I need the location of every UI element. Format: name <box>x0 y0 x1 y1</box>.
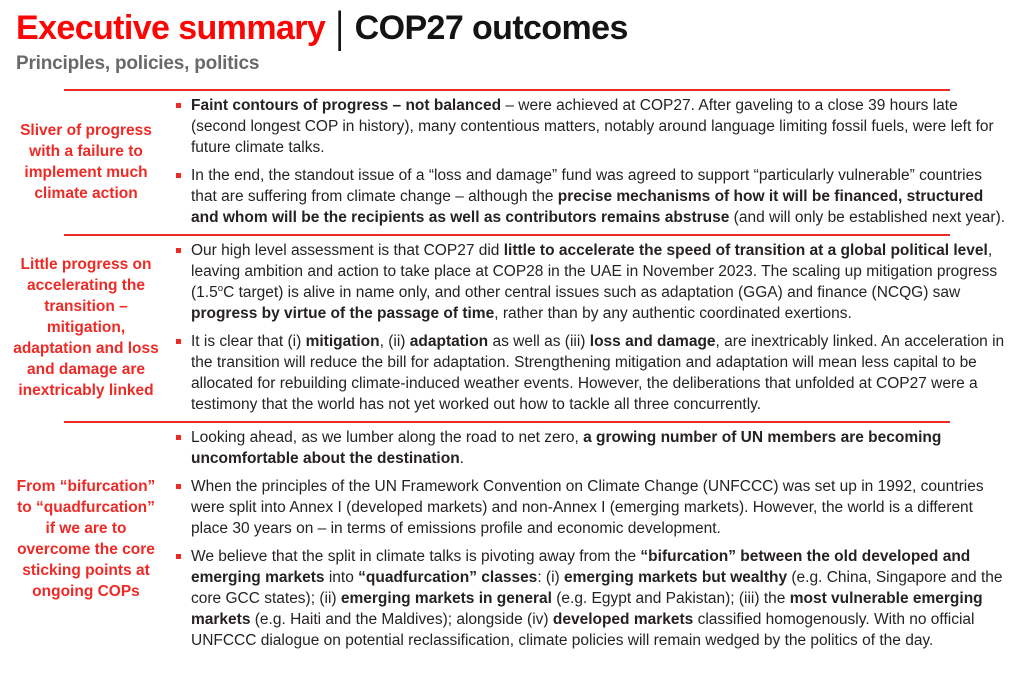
bullet-item <box>174 546 1008 651</box>
bullet-square-icon <box>176 339 181 344</box>
bullet-item <box>174 95 1008 158</box>
bullet-item <box>174 165 1008 228</box>
sections <box>0 89 1022 657</box>
slide-header <box>0 0 1022 75</box>
bullet-text: Our high level assessment is that COP27 did little to accelerate the speed of transition at a global political level, leaving ambition and action to take place at COP28 in the UAE in November 2023. The scaling up mitigation progress (1.5$^o$C target) is alive in name only, and other central issues such as adaptation (GGA) and finance (NCQG) saw progress by virtue of the passage of time, rather than by any authentic coordinated exertions. <box>191 242 998 322</box>
bullet-item <box>174 427 1008 469</box>
bullet-text: In the end, the standout issue of a “loss and damage” fund was agreed to support “particularly vulnerable” countries that are suffering from climate change – although the precise mechanisms of how it will be financed, structured and whom will be the recipients as well as contributors remains abstruse (and will only be established next year). <box>191 167 1006 226</box>
bullet-square-icon <box>176 554 181 559</box>
bullet-square-icon <box>176 484 181 489</box>
bullet-text: Faint contours of progress – not balanced – were achieved at COP27. After gaveling to a close 39 hours late (second longest COP in history), many contentious matters, notably around language limiting fossil fuels, were left for future climate talks. <box>191 97 994 156</box>
page-title <box>16 3 1006 52</box>
title-separator-bar: | <box>335 3 345 52</box>
bullet-item <box>174 476 1008 539</box>
section-row <box>0 423 1022 657</box>
bullet-square-icon <box>176 173 181 178</box>
bullet-square-icon <box>176 435 181 440</box>
section-label: Little progress on accelerating the transition – mitigation, adaptation and loss and damage are inextricably linked <box>13 256 159 399</box>
bullet-item <box>174 240 1008 324</box>
bullet-list <box>172 240 1008 415</box>
bullet-text: It is clear that (i) mitigation, (ii) adaptation as well as (iii) loss and damage, are inextricably linked. An acceleration in the transition will reduce the bill for adaptation. Strengthening mitigation and adaptation will mean less capital to be allocated for rebuilding climate-induced weather events. However, the deliberations that unfolded at COP27 were a testimony that the world has not yet worked out how to tackle all three concurrently. <box>191 333 1005 413</box>
bullet-text: Looking ahead, as we lumber along the road to net zero, a growing number of UN members are becoming uncomfortable about the destination. <box>191 429 942 467</box>
page-subtitle: Principles, policies, politics <box>16 53 260 74</box>
title-secondary: COP27 outcomes <box>354 9 628 47</box>
section-label: Sliver of progress with a failure to implement much climate action <box>20 121 152 202</box>
bullet-text: When the principles of the UN Framework Convention on Climate Change (UNFCCC) was set up in 1992, countries were split into Annex I (developed markets) and non-Annex I (emerging markets). However, the world is a different place 30 years on – in terms of emissions profile and economic development. <box>191 478 984 537</box>
section-label: From “bifurcation” to “quadfurcation” if we are to overcome the core sticking points at ongoing COPs <box>16 478 156 600</box>
bullet-list <box>172 95 1008 228</box>
bullet-square-icon <box>176 248 181 253</box>
section-row <box>0 236 1022 421</box>
title-primary: Executive summary <box>16 9 326 47</box>
bullet-text: We believe that the split in climate talks is pivoting away from the “bifurcation” between the old developed and emerging markets into “quadfurcation” classes: (i) emerging markets but wealthy (e.g. China, Singapore and the core GCC states); (ii) emerging markets in general (e.g. Egypt and Pakistan); (iii) the most vulnerable emerging markets (e.g. Haiti and the Maldives); alongside (iv) developed markets classified homogenously. With no official UNFCCC dialogue on potential reclassification, climate policies will remain wedged by the politics of the day. <box>191 548 1003 649</box>
bullet-item <box>174 331 1008 415</box>
bullet-list <box>172 427 1008 651</box>
section-row <box>0 91 1022 234</box>
bullet-square-icon <box>176 103 181 108</box>
